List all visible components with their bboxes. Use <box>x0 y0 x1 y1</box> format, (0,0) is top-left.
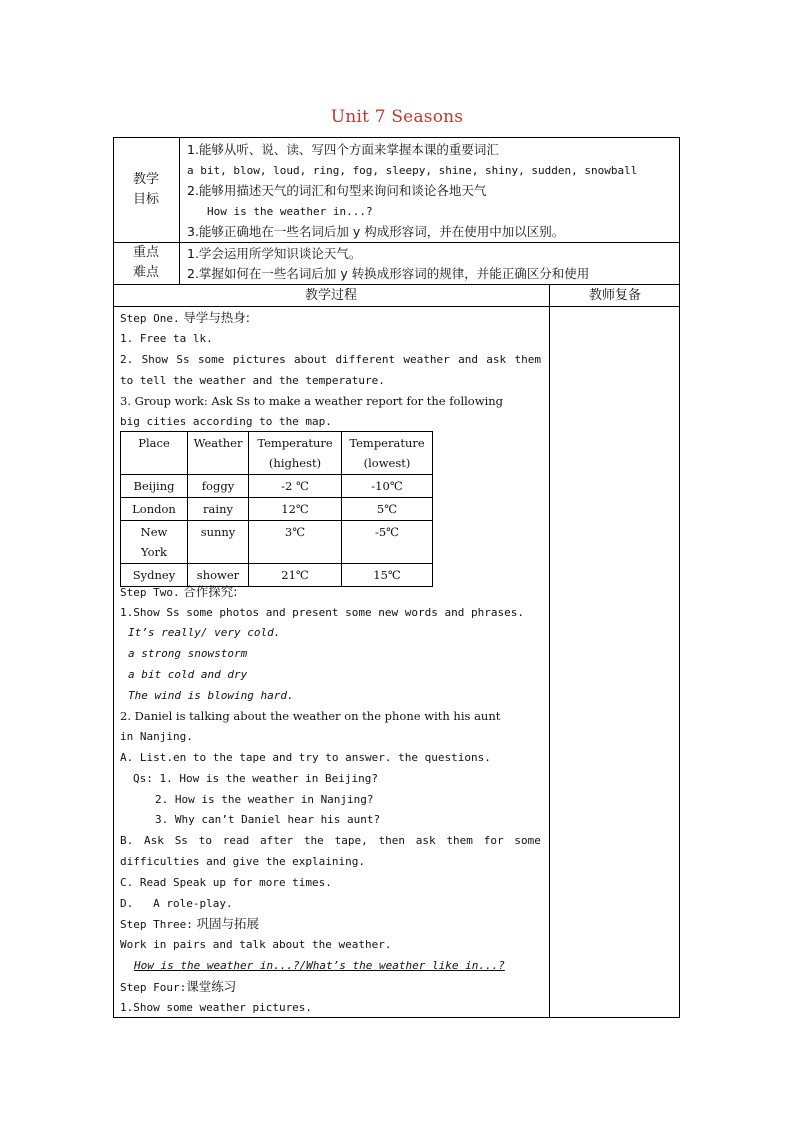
objective-item: 1.能够从听、说、读、写四个方面来掌握本课的重要词汇 <box>187 142 499 157</box>
step-one-heading <box>120 308 250 330</box>
step-two-heading <box>120 582 237 604</box>
word: 2. <box>120 353 134 366</box>
step-line: A. List.en to the tape and try to answer. the questions. <box>120 751 491 764</box>
phrase: a strong snowstorm <box>128 647 248 660</box>
table-header-cell <box>342 432 433 475</box>
word: ask <box>415 834 436 847</box>
table-cell: 15℃ <box>342 564 433 587</box>
table-header-text: (lowest) <box>363 456 411 470</box>
table-cell <box>121 521 188 564</box>
table-header-text: Temperature <box>349 436 425 450</box>
weather-table <box>120 431 433 587</box>
step-line: Work in pairs and talk about the weather. <box>120 938 392 951</box>
step-heading-en: Step One. <box>120 312 180 325</box>
phrase: The wind is blowing hard. <box>128 689 294 702</box>
table-header-text: (highest) <box>268 456 322 470</box>
table-cell: Sydney <box>121 564 188 587</box>
step-heading-cn: 课堂练习 <box>186 979 237 994</box>
notes-header: 教师复备 <box>588 288 641 303</box>
word: after <box>260 834 294 847</box>
objective-item: 2.能够用描述天气的词汇和句型来询问和谈论各地天气 <box>187 183 487 198</box>
step-line <box>120 350 541 371</box>
key-point-item: 2.掌握如何在一些名词后加 y 转换成形容词的规律，并能正确区分和使用 <box>187 266 590 281</box>
table-header-text: Place <box>138 436 170 450</box>
question: 2. How is the weather in Nanjing? <box>155 793 374 806</box>
table-cell-line: New <box>140 525 168 539</box>
word: pictures <box>232 353 286 366</box>
table-cell: 3℃ <box>249 521 342 564</box>
word: about <box>294 353 328 366</box>
step-line: C. Read Speak up for more times. <box>120 876 332 889</box>
table-row <box>121 521 433 564</box>
word: B. <box>120 834 134 847</box>
word: the <box>303 834 324 847</box>
table-header-text: Temperature <box>257 436 333 450</box>
step-four-heading <box>120 977 236 999</box>
step-line: 2. Daniel is talking about the weather on the phone with his aunt <box>120 709 501 723</box>
table-cell: -5℃ <box>342 521 433 564</box>
table-cell: -2 ℃ <box>249 475 342 498</box>
key-points-label-line: 重点 <box>132 245 159 260</box>
step-line: 3. Group work: Ask Ss to make a weather report for the following <box>120 394 504 408</box>
word: Show <box>141 353 169 366</box>
table-cell: London <box>121 498 188 521</box>
table-cell-line: York <box>141 545 167 559</box>
table-cell: rainy <box>188 498 249 521</box>
word: ask <box>486 353 507 366</box>
table-header-cell <box>249 432 342 475</box>
step-line: difficulties and give the explaining. <box>120 855 366 868</box>
step-line: 1. Free ta lk. <box>120 332 213 345</box>
word: then <box>378 834 405 847</box>
step-line: in Nanjing. <box>120 730 193 743</box>
step-line: 1.Show some weather pictures. <box>120 1001 313 1014</box>
step-line: big cities according to the map. <box>120 415 332 428</box>
table-header-cell <box>188 432 249 475</box>
table-cell: 21℃ <box>249 564 342 587</box>
step-heading-en: Step Three: <box>120 918 193 931</box>
objective-item: How is the weather in...? <box>207 205 373 218</box>
divider <box>113 306 680 307</box>
table-cell: Beijing <box>121 475 188 498</box>
word: different <box>335 353 396 366</box>
objectives-label-line: 教学 <box>132 172 159 187</box>
question: Qs: 1. How is the weather in Beijing? <box>133 772 379 785</box>
word: them <box>446 834 473 847</box>
step-line: 1.Show Ss some photos and present some new words and phrases. <box>120 606 524 619</box>
word: some <box>514 834 541 847</box>
word: to <box>198 834 212 847</box>
table-row <box>121 475 433 498</box>
objective-item: a bit, blow, loud, ring, fog, sleepy, shine, shiny, sudden, snowball <box>187 164 638 177</box>
table-header-text: Weather <box>193 436 243 450</box>
table-cell: sunny <box>188 521 249 564</box>
process-header: 教学过程 <box>304 288 357 303</box>
word: for <box>483 834 504 847</box>
divider <box>549 284 550 1018</box>
question: 3. Why can’t Daniel hear his aunt? <box>155 813 381 826</box>
table-row <box>121 498 433 521</box>
table-header-row <box>121 432 433 475</box>
objective-item: 3.能够正确地在一些名词后加 y 构成形容词，并在使用中加以区别。 <box>187 224 565 239</box>
phrase: It’s really/ very cold. <box>128 626 281 639</box>
step-heading-cn: 巩固与拓展 <box>196 916 260 931</box>
table-header-cell <box>121 432 188 475</box>
step-three-heading <box>120 914 259 936</box>
word: tape, <box>334 834 368 847</box>
step-line <box>120 831 541 852</box>
document-title: Unit 7 Seasons <box>330 107 464 127</box>
word: Ask <box>144 834 164 847</box>
phrase: a bit cold and dry <box>128 668 248 681</box>
key-points-label <box>113 243 179 283</box>
table-cell: 5℃ <box>342 498 433 521</box>
word: some <box>197 353 225 366</box>
word: them <box>514 353 541 366</box>
key-point-item: 1.学会运用所学知识谈论天气。 <box>187 246 362 261</box>
step-line: to tell the weather and the temperature. <box>120 374 385 387</box>
table-cell: 12℃ <box>249 498 342 521</box>
step-heading-en: Step Two. <box>120 586 180 599</box>
step-heading-en: Step Four: <box>120 981 187 994</box>
word: Ss <box>174 834 188 847</box>
objectives-label-line: 目标 <box>132 192 159 207</box>
table-cell: -10℃ <box>342 475 433 498</box>
step-heading-cn: 导学与热身: <box>183 310 250 325</box>
table-cell: foggy <box>188 475 249 498</box>
step-line: D. A role-play. <box>120 897 233 910</box>
divider <box>179 137 180 284</box>
word: weather <box>403 353 450 366</box>
word: Ss <box>176 353 190 366</box>
sentence-pattern: How is the weather in...?/What’s the weather like in...? <box>134 959 505 972</box>
table-cell: shower <box>188 564 249 587</box>
objectives-label <box>113 170 179 210</box>
step-heading-cn: 合作探究: <box>183 584 238 599</box>
word: read <box>222 834 250 847</box>
word: and <box>458 353 478 366</box>
key-points-label-line: 难点 <box>132 265 159 280</box>
